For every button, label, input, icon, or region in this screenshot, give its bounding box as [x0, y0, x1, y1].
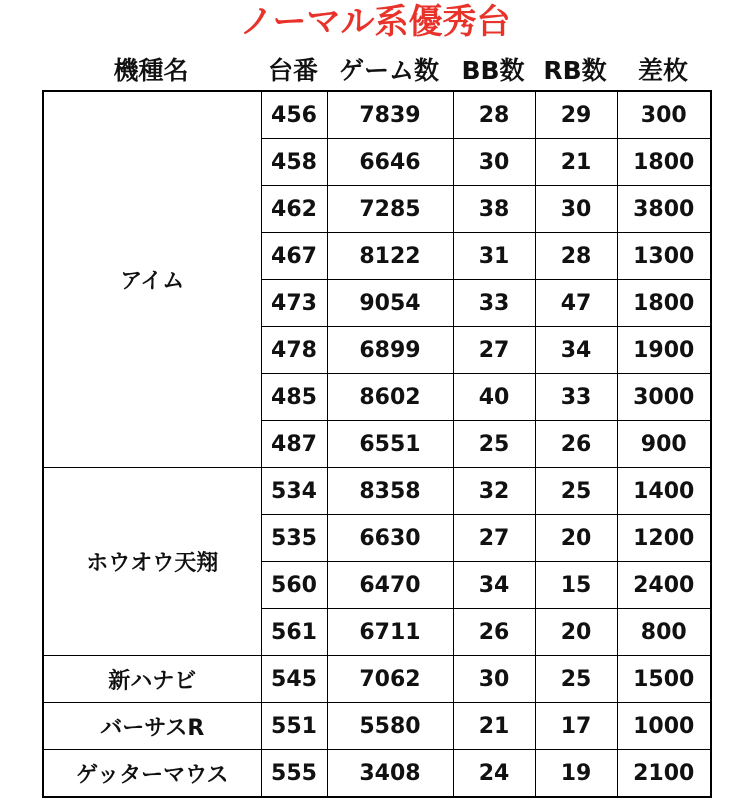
- header-diff: 差枚: [637, 56, 688, 85]
- games-cell: 6630: [327, 515, 453, 562]
- diff-cell: 900: [617, 421, 711, 468]
- games-cell: 7285: [327, 186, 453, 233]
- games-cell: 8122: [327, 233, 453, 280]
- unit-cell: 473: [261, 280, 327, 327]
- diff-cell: 1800: [617, 139, 711, 186]
- unit-cell: 534: [261, 468, 327, 515]
- rb-cell: 34: [535, 327, 617, 374]
- games-cell: 6551: [327, 421, 453, 468]
- diff-cell: 1900: [617, 327, 711, 374]
- games-cell: 9054: [327, 280, 453, 327]
- rb-cell: 21: [535, 139, 617, 186]
- bb-cell: 31: [453, 233, 535, 280]
- page-title: ノーマル系優秀台: [239, 2, 511, 42]
- diff-cell: 1300: [617, 233, 711, 280]
- table-row: [43, 750, 711, 798]
- games-cell: 8358: [327, 468, 453, 515]
- diff-cell: 1400: [617, 468, 711, 515]
- rb-cell: 25: [535, 468, 617, 515]
- diff-cell: 800: [617, 609, 711, 656]
- unit-cell: 485: [261, 374, 327, 421]
- bb-cell: 24: [453, 750, 535, 798]
- diff-cell: 3000: [617, 374, 711, 421]
- model-name-cell: 新ハナビ: [43, 656, 261, 703]
- bb-cell: 28: [453, 91, 535, 139]
- games-cell: 3408: [327, 750, 453, 798]
- games-cell: 5580: [327, 703, 453, 750]
- bb-cell: 40: [453, 374, 535, 421]
- bb-cell: 38: [453, 186, 535, 233]
- diff-cell: 300: [617, 91, 711, 139]
- games-cell: 6470: [327, 562, 453, 609]
- rb-cell: 20: [535, 609, 617, 656]
- unit-cell: 551: [261, 703, 327, 750]
- unit-cell: 456: [261, 91, 327, 139]
- results-table: [42, 90, 712, 798]
- unit-cell: 560: [261, 562, 327, 609]
- games-cell: 7839: [327, 91, 453, 139]
- unit-cell: 561: [261, 609, 327, 656]
- games-cell: 8602: [327, 374, 453, 421]
- header-unit: 台番: [267, 56, 318, 85]
- table-row: [43, 703, 711, 750]
- diff-cell: 2100: [617, 750, 711, 798]
- model-name-cell: ゲッターマウス: [43, 750, 261, 798]
- rb-cell: 26: [535, 421, 617, 468]
- unit-cell: 478: [261, 327, 327, 374]
- bb-cell: 34: [453, 562, 535, 609]
- bb-cell: 21: [453, 703, 535, 750]
- table-row: [43, 656, 711, 703]
- bb-cell: 30: [453, 656, 535, 703]
- bb-cell: 32: [453, 468, 535, 515]
- diff-cell: 1800: [617, 280, 711, 327]
- unit-cell: 535: [261, 515, 327, 562]
- bb-cell: 33: [453, 280, 535, 327]
- games-cell: 6899: [327, 327, 453, 374]
- header-rb: RB数: [543, 56, 607, 85]
- rb-cell: 19: [535, 750, 617, 798]
- bb-cell: 27: [453, 327, 535, 374]
- unit-cell: 545: [261, 656, 327, 703]
- diff-cell: 1200: [617, 515, 711, 562]
- unit-cell: 462: [261, 186, 327, 233]
- rb-cell: 29: [535, 91, 617, 139]
- rb-cell: 17: [535, 703, 617, 750]
- bb-cell: 26: [453, 609, 535, 656]
- model-name-cell: バーサスR: [43, 703, 261, 750]
- diff-cell: 3800: [617, 186, 711, 233]
- diff-cell: 1000: [617, 703, 711, 750]
- rb-cell: 33: [535, 374, 617, 421]
- bb-cell: 30: [453, 139, 535, 186]
- bb-cell: 25: [453, 421, 535, 468]
- rb-cell: 47: [535, 280, 617, 327]
- bb-cell: 27: [453, 515, 535, 562]
- header-bb: BB数: [461, 56, 525, 85]
- column-headers: [42, 52, 710, 90]
- rb-cell: 28: [535, 233, 617, 280]
- model-name-cell: ホウオウ天翔: [43, 468, 261, 656]
- games-cell: 6646: [327, 139, 453, 186]
- rb-cell: 20: [535, 515, 617, 562]
- rb-cell: 30: [535, 186, 617, 233]
- games-cell: 6711: [327, 609, 453, 656]
- unit-cell: 467: [261, 233, 327, 280]
- header-games: ゲーム数: [338, 56, 439, 85]
- games-cell: 7062: [327, 656, 453, 703]
- diff-cell: 1500: [617, 656, 711, 703]
- unit-cell: 487: [261, 421, 327, 468]
- diff-cell: 2400: [617, 562, 711, 609]
- table-row: [43, 468, 711, 515]
- rb-cell: 15: [535, 562, 617, 609]
- results-table-body: [43, 91, 711, 797]
- header-model: 機種名: [113, 56, 189, 85]
- table-row: [43, 91, 711, 139]
- unit-cell: 458: [261, 139, 327, 186]
- model-name-cell: アイム: [43, 91, 261, 468]
- unit-cell: 555: [261, 750, 327, 798]
- rb-cell: 25: [535, 656, 617, 703]
